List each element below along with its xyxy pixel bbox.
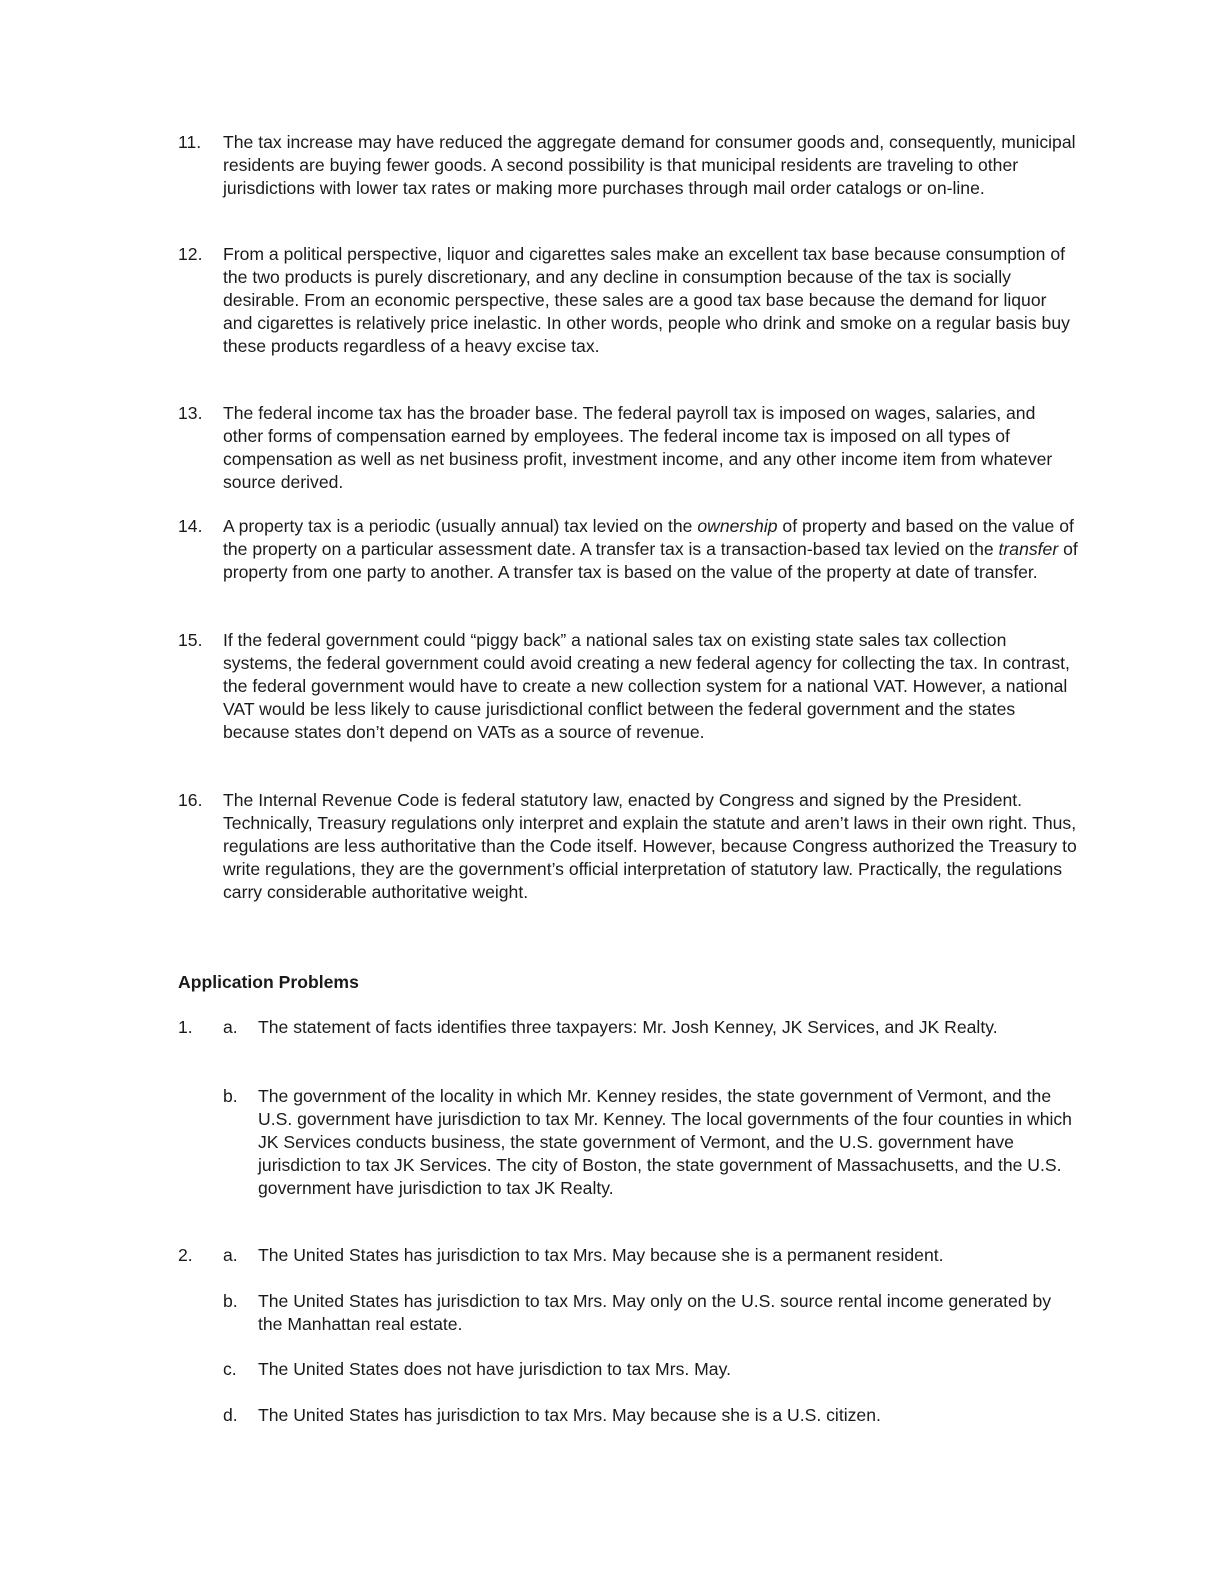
- part-text: The United States has jurisdiction to tax Mrs. May because she is a U.S. citizen.: [258, 1405, 881, 1425]
- part-letter: c.: [223, 1359, 237, 1379]
- problem-2a: [178, 1244, 1078, 1267]
- answer-11: [178, 131, 1078, 200]
- section-heading: Application Problems: [178, 972, 359, 992]
- answer-number: 16.: [178, 790, 203, 810]
- part-letter: d.: [223, 1405, 238, 1425]
- part-text: The government of the locality in which Mr. Kenney resides, the state government of Vermont, and the U.S. government have jurisdiction to tax Mr. Kenney. The local governments of the four counties in which JK Services conducts business, the state government of Vermont, and the U.S. government have jurisdiction to tax JK Services. The city of Boston, the state government of Massachusetts, and the U.S. government have jurisdiction to tax JK Realty.: [258, 1086, 1072, 1198]
- answer-text-part: of property and based on the value of the property on a particular assessment date. A transfer tax is a transaction-based tax levied on the: [223, 516, 1074, 559]
- problem-1b: [178, 1085, 1078, 1200]
- answer-text: The tax increase may have reduced the aggregate demand for consumer goods and, consequently, municipal residents are buying fewer goods. A second possibility is that municipal residents are traveling to other jurisdictions with lower tax rates or making more purchases through mail order catalogs or on-line.: [223, 132, 1076, 198]
- italic-term: transfer: [998, 539, 1059, 559]
- part-letter: b.: [223, 1086, 238, 1106]
- part-letter: a.: [223, 1017, 238, 1037]
- part-text: The United States does not have jurisdiction to tax Mrs. May.: [258, 1359, 731, 1379]
- problem-2c: [178, 1358, 1078, 1381]
- answer-text: [223, 515, 1078, 584]
- part-text: The United States has jurisdiction to tax Mrs. May only on the U.S. source rental income generated by the Manhattan real estate.: [258, 1291, 1052, 1334]
- answer-text-part: A property tax is a periodic (usually annual) tax levied on the: [223, 516, 698, 536]
- answer-12: [178, 243, 1078, 358]
- part-letter: a.: [223, 1245, 238, 1265]
- answer-number: 14.: [178, 516, 203, 536]
- answer-number: 13.: [178, 403, 203, 423]
- answer-text-part: of property from one party to another. A transfer tax is based on the value of the property at date of transfer.: [223, 539, 1078, 582]
- problem-1a: [178, 1016, 1078, 1039]
- answer-number: 15.: [178, 630, 203, 650]
- problem-number: 2.: [178, 1245, 193, 1265]
- part-text: The United States has jurisdiction to tax Mrs. May because she is a permanent resident.: [258, 1245, 944, 1265]
- answer-number: 12.: [178, 244, 203, 264]
- part-text: The statement of facts identifies three taxpayers: Mr. Josh Kenney, JK Services, and JK Realty.: [258, 1017, 998, 1037]
- answer-13: [178, 402, 1078, 494]
- answer-number: 11.: [178, 132, 202, 152]
- answer-text: The Internal Revenue Code is federal statutory law, enacted by Congress and signed by the President. Technically, Treasury regulations only interpret and explain the statute and aren’t laws in their own right. Thus, regulations are less authoritative than the Code itself. However, because Congress authorized the Treasury to write regulations, they are the government’s official interpretation of statutory law. Practically, the regulations carry considerable authoritative weight.: [223, 790, 1077, 902]
- part-letter: b.: [223, 1291, 238, 1311]
- italic-term: ownership: [697, 516, 778, 536]
- answer-14: [178, 515, 1078, 584]
- answer-16: [178, 789, 1078, 904]
- answer-text: From a political perspective, liquor and cigarettes sales make an excellent tax base because consumption of the two products is purely discretionary, and any decline in consumption because of the tax is socially desirable. From an economic perspective, these sales are a good tax base because the demand for liquor and cigarettes is relatively price inelastic. In other words, people who drink and smoke on a regular basis buy these products regardless of a heavy excise tax.: [223, 244, 1070, 356]
- answer-text: If the federal government could “piggy back” a national sales tax on existing state sales tax collection systems, the federal government could avoid creating a new federal agency for collecting the tax. In contrast, the federal government would have to create a new collection system for a national VAT. However, a national VAT would be less likely to cause jurisdictional conflict between the federal government and the states because states don’t depend on VATs as a source of revenue.: [223, 630, 1070, 742]
- answer-15: [178, 629, 1078, 744]
- answer-text: The federal income tax has the broader base. The federal payroll tax is imposed on wages, salaries, and other forms of compensation earned by employees. The federal income tax is imposed on all types of compensation as well as net business profit, investment income, and any other income item from whatever source derived.: [223, 403, 1053, 492]
- problem-number: 1.: [178, 1017, 193, 1037]
- problem-2b: [178, 1290, 1078, 1336]
- problem-2d: [178, 1404, 1078, 1427]
